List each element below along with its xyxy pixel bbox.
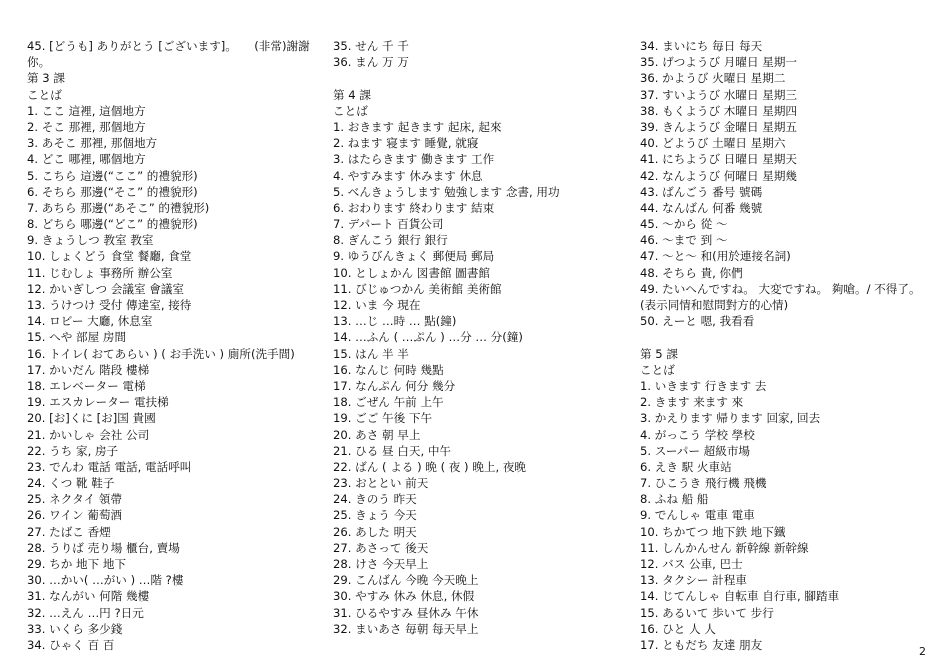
- text-line: (表示同情和慰問對方的心情): [640, 298, 789, 312]
- vocab-item: 20. あさ 朝 早上: [333, 427, 421, 442]
- vocab-item: 17. ともだち 友達 朋友: [640, 637, 763, 652]
- text-line: 45. [どうも] ありがとう [ございます]。 (非常)謝謝: [27, 39, 310, 53]
- vocab-item: 3. かえります 帰ります 回家, 回去: [640, 411, 821, 426]
- vocab-item: 8. ふね 船 船: [640, 492, 709, 507]
- vocab-item: 45. ～から 從 ～: [640, 217, 728, 232]
- vocab-heading: ことば: [640, 362, 675, 377]
- column-right: [640, 38, 935, 653]
- vocab-item: 5. スーパー 超級市場: [640, 443, 751, 458]
- vocab-item: 4. どこ 哪裡, 哪個地方: [27, 152, 146, 167]
- vocab-item: 38. もくようび 木曜日 星期四: [640, 103, 798, 118]
- lesson-heading: 第 5 課: [640, 346, 678, 361]
- vocab-item: 2. ねます 寝ます 睡覺, 就寢: [333, 136, 479, 151]
- vocab-item: 4. がっこう 学校 學校: [640, 427, 755, 442]
- vocab-item: 6. えき 駅 火車站: [640, 459, 732, 474]
- vocab-item: 1. ここ 這裡, 這個地方: [27, 103, 146, 118]
- vocab-item: 13. タクシー 計程車: [640, 573, 747, 588]
- vocab-item: 20. [お]くに [お]国 貴國: [27, 411, 156, 426]
- vocab-item: 28. うりば 売り場 櫃台, 賣場: [27, 540, 180, 555]
- page-number: 2: [919, 645, 926, 658]
- vocab-item: 8. どちら 哪邊(“どこ” 的禮貌形): [27, 217, 198, 232]
- vocab-item: 16. なんじ 何時 幾點: [333, 362, 444, 377]
- blank-line: [640, 329, 935, 345]
- vocab-item: 11. びじゅつかん 美術館 美術館: [333, 281, 502, 296]
- vocab-item: 25. きょう 今天: [333, 508, 417, 523]
- lesson-heading: 第 4 課: [333, 87, 371, 102]
- vocab-item: 3. あそこ 那裡, 那個地方: [27, 136, 158, 151]
- vocab-item: 13. …じ …時 … 點(鐘): [333, 314, 457, 329]
- vocab-item: 22. うち 家, 房子: [27, 443, 119, 458]
- vocab-item: 9. でんしゃ 電車 電車: [640, 508, 755, 523]
- vocab-item: 14. ロビー 大廳, 休息室: [27, 314, 153, 329]
- vocab-item: 1. いきます 行きます 去: [640, 378, 767, 393]
- vocab-item: 3. はたらきます 働きます 工作: [333, 152, 495, 167]
- vocab-item: 23. おととい 前天: [333, 476, 429, 491]
- vocab-item: 9. きょうしつ 教室 教室: [27, 233, 154, 248]
- vocab-item: 1. おきます 起きます 起床, 起來: [333, 119, 502, 134]
- column-left: [27, 38, 317, 653]
- vocab-item: 25. ネクタイ 領帶: [27, 492, 122, 507]
- vocab-item: 14. じてんしゃ 自転車 自行車, 腳踏車: [640, 589, 840, 604]
- vocab-item: 30. …かい( …がい ) …階 ?樓: [27, 573, 184, 588]
- vocab-item: 16. ひと 人 人: [640, 621, 716, 636]
- vocab-item: 14. …ふん ( …ぷん ) …分 … 分(鐘): [333, 330, 523, 345]
- vocab-item: 17. かいだん 階段 樓梯: [27, 362, 150, 377]
- vocab-item: 34. まいにち 毎日 每天: [640, 39, 763, 53]
- vocab-item: 30. やすみ 休み 休息, 休假: [333, 589, 475, 604]
- vocab-item: 24. くつ 靴 鞋子: [27, 476, 115, 491]
- vocab-item: 32. …えん …円 ?日元: [27, 605, 144, 620]
- vocab-item: 6. そちら 那邊(“そこ” 的禮貌形): [27, 184, 198, 199]
- vocab-item: 11. しんかんせん 新幹線 新幹線: [640, 540, 809, 555]
- vocab-item: 33. いくら 多少錢: [27, 621, 123, 636]
- vocab-item: 27. あさって 後天: [333, 540, 429, 555]
- vocab-item: 6. おわります 終わります 結束: [333, 200, 495, 215]
- vocab-item: 7. ひこうき 飛行機 飛機: [640, 476, 767, 491]
- vocab-item: 46. ～まで 到 ～: [640, 233, 728, 248]
- vocab-item: 19. ごご 午後 下午: [333, 411, 433, 426]
- vocab-item: 15. へや 部屋 房間: [27, 330, 127, 345]
- vocab-item: 17. なんぷん 何分 幾分: [333, 378, 456, 393]
- vocab-item: 15. あるいて 歩いて 步行: [640, 605, 774, 620]
- vocab-item: 37. すいようび 水曜日 星期三: [640, 87, 798, 102]
- vocab-item: 26. ワイン 葡萄酒: [27, 508, 123, 523]
- vocab-item: 5. べんきょうします 勉強します 念書, 用功: [333, 184, 560, 199]
- vocab-item: 19. エスカレーター 電扶梯: [27, 395, 169, 410]
- vocab-item: 34. ひゃく 百 百: [27, 637, 115, 652]
- vocab-item: 22. ばん ( よる ) 晩 ( 夜 ) 晚上, 夜晚: [333, 459, 527, 474]
- vocab-item: 29. こんばん 今晚 今天晚上: [333, 573, 479, 588]
- vocab-item: 11. じむしょ 事務所 辦公室: [27, 265, 173, 280]
- vocab-item: 7. デパート 百貨公司: [333, 217, 444, 232]
- vocab-item: 40. どようび 土曜日 星期六: [640, 136, 786, 151]
- vocab-item: 47. ～と～ 和(用於連接名詞): [640, 249, 791, 264]
- text-line: 你。: [27, 55, 51, 70]
- vocab-item: 10. しょくどう 食堂 餐廳, 食堂: [27, 249, 192, 264]
- vocab-item: 24. きのう 昨天: [333, 492, 417, 507]
- vocab-item: 28. けさ 今天早上: [333, 557, 429, 571]
- vocab-item: 5. こちら 這邊(“ここ” 的禮貌形): [27, 168, 198, 183]
- vocab-item: 27. たばこ 香煙: [27, 524, 111, 539]
- vocab-item: 8. ぎんこう 銀行 銀行: [333, 233, 448, 248]
- vocab-item: 9. ゆうびんきょく 郵便局 郵局: [333, 249, 495, 264]
- vocab-item: 36. まん 万 万: [333, 55, 409, 70]
- vocab-heading: ことば: [27, 87, 62, 102]
- vocab-item: 10. ちかてつ 地下鉄 地下鐵: [640, 524, 786, 539]
- vocab-item: 12. バス 公車, 巴士: [640, 557, 743, 571]
- vocab-item: 7. あちら 那邊(“あそこ” 的禮貌形): [27, 200, 210, 215]
- vocab-item: 43. ばんごう 番号 號碼: [640, 184, 763, 199]
- vocab-item: 44. なんばん 何番 幾號: [640, 200, 763, 215]
- vocab-item: 13. うけつけ 受付 傳達室, 接待: [27, 298, 192, 312]
- vocab-item: 41. にちようび 日曜日 星期天: [640, 152, 798, 167]
- vocab-item: 2. そこ 那裡, 那個地方: [27, 119, 146, 134]
- vocab-item: 36. かようび 火曜日 星期二: [640, 71, 786, 86]
- vocab-item: 18. エレベーター 電梯: [27, 378, 146, 393]
- vocab-item: 15. はん 半 半: [333, 346, 409, 361]
- vocab-item: 12. かいぎしつ 会議室 會議室: [27, 281, 185, 296]
- vocab-item: 29. ちか 地下 地下: [27, 557, 127, 571]
- vocab-item: 4. やすみます 休みます 休息: [333, 168, 483, 183]
- vocab-item: 18. ごぜん 午前 上午: [333, 395, 444, 410]
- lesson-heading: 第 3 課: [27, 71, 65, 86]
- column-middle: [333, 38, 628, 637]
- vocab-item: 16. トイレ( おてあらい ) ( お手洗い ) 廁所(洗手間): [27, 346, 295, 361]
- vocab-item: 50. えーと 嗯, 我看看: [640, 314, 755, 329]
- vocab-item: 31. なんがい 何階 幾樓: [27, 589, 150, 604]
- vocab-item: 32. まいあさ 毎朝 每天早上: [333, 621, 479, 636]
- vocab-item: 23. でんわ 電話 電話, 電話呼叫: [27, 459, 192, 474]
- vocab-item: 21. ひる 昼 白天, 中午: [333, 443, 452, 458]
- vocab-item: 35. せん 千 千: [333, 39, 409, 53]
- vocab-item: 12. いま 今 現在: [333, 298, 421, 312]
- vocab-item: 39. きんようび 金曜日 星期五: [640, 119, 798, 134]
- vocab-heading: ことば: [333, 103, 368, 118]
- vocab-item: 21. かいしゃ 会社 公司: [27, 427, 150, 442]
- vocab-item: 42. なんようび 何曜日 星期幾: [640, 168, 798, 183]
- vocab-item: 48. そちら 貴, 你們: [640, 265, 743, 280]
- vocab-item: 2. きます 来ます 來: [640, 395, 744, 410]
- blank-line: [333, 70, 628, 86]
- vocab-item: 10. としょかん 図書館 圖書館: [333, 265, 491, 280]
- vocab-item: 49. たいへんですね。 大変ですね。 夠嗆。/ 不得了。: [640, 281, 921, 296]
- vocab-item: 26. あした 明天: [333, 524, 417, 539]
- vocab-item: 35. げつようび 月曜日 星期一: [640, 55, 798, 70]
- vocab-item: 31. ひるやすみ 昼休み 午休: [333, 605, 479, 620]
